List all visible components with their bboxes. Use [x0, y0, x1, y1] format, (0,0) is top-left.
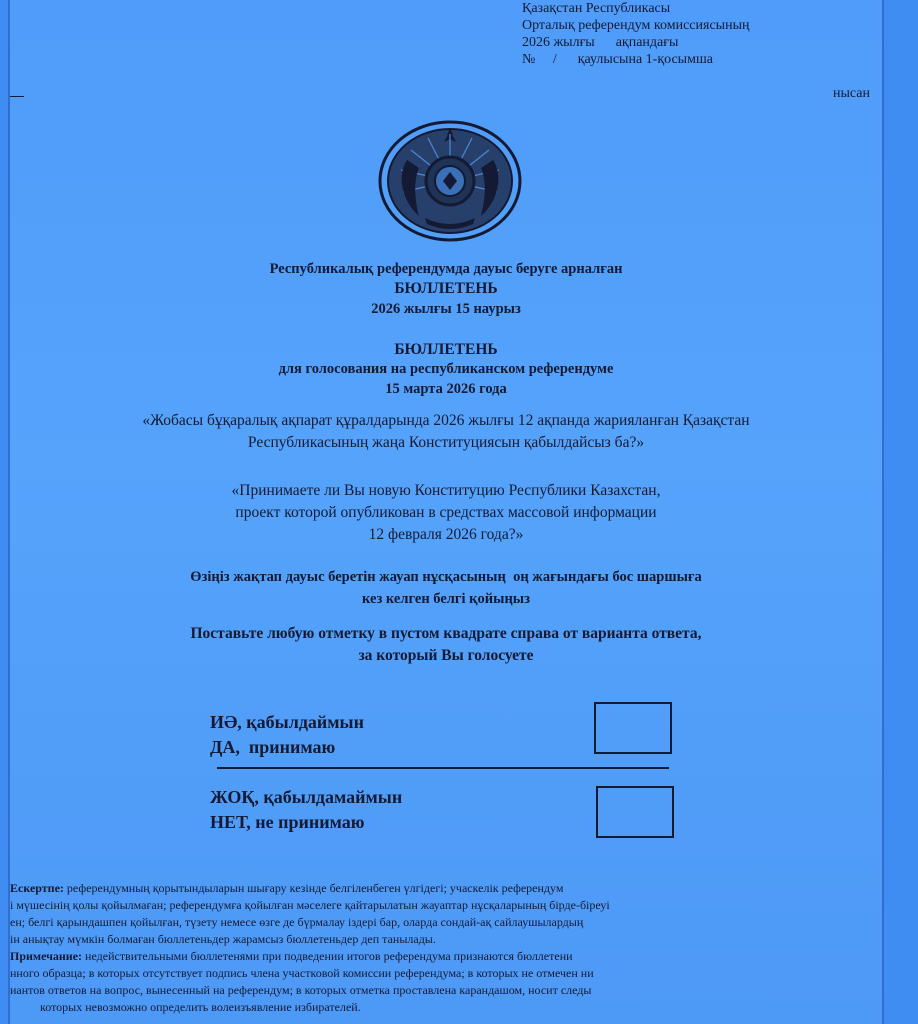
option-no-checkbox[interactable] [596, 786, 674, 838]
ballot-sheet [8, 0, 884, 1024]
instruction-kz-line: кез келген белгі қойыңыз [362, 591, 530, 607]
note-ru-line: Примечание: недействительными бюллетенями при подведении итогов референдума признаются бюллетени [10, 949, 573, 963]
question-kz-line: «Жобасы бұқаралық ақпарат құралдарында 2026 жылғы 12 ақпанда жарияланған Қазақстан [142, 412, 750, 429]
option-no-kz: ЖОҚ, қабылдамаймын [210, 787, 403, 807]
note-ru-label: Примечание: [10, 949, 83, 963]
question-ru-line: «Принимаете ли Вы новую Конституцию Республики Казахстан, [231, 482, 661, 499]
note-kz-line: і мүшесінің қолы қойылмаған; референдумға қойылған мәселеге қайтарылатын жауаптар нұсқаларының бірде-біреуі [10, 898, 610, 912]
note-kz-line: ін анықтау мүмкін болмаған бюллетеньдер жарамсыз бюллетеньдер деп танылады. [10, 932, 436, 946]
option-no-ru: НЕТ, не принимаю [210, 812, 365, 832]
option-yes-kz: ИӘ, қабылдаймын [210, 712, 364, 732]
state-emblem-icon [377, 120, 523, 242]
footnotes [10, 880, 884, 1016]
margin-mark [10, 96, 24, 97]
note-kz-label: Ескертпе: [10, 881, 64, 895]
question-ru-line: проект которой опубликован в средствах массовой информации [235, 504, 657, 521]
instruction-ru-line: Поставьте любую отметку в пустом квадрате справа от варианта ответа, [190, 625, 702, 642]
question-ru-line: 12 февраля 2026 года?» [368, 526, 524, 543]
title-ru-heading: БЮЛЛЕТЕНЬ [394, 341, 498, 358]
title-ru-date: 15 марта 2026 года [385, 381, 507, 397]
form-label: нысан [833, 86, 870, 101]
title-ru-line: для голосования на республиканском референдуме [278, 361, 614, 377]
appendix-reference [522, 0, 882, 68]
instruction-ru-line: за который Вы голосуете [358, 647, 534, 664]
appendix-line: 2026 жылғы ақпандағы [522, 35, 679, 50]
note-kz-line: Ескертпе: референдумның қорытындыларын шығару кезінде белгіленбеген үлгідегі; учаскелік референдум [10, 881, 564, 895]
note-ru-line: нного образца; в которых отсутствует подпись члена участковой комиссии референдума; в которых не отмечен ни [10, 966, 594, 980]
note-kz-line: ен; белгі қарындашпен қойылған, түзету немесе өзге де бүрмалау іздері бар, оларда сондай-ақ сайлаушылардың [10, 915, 584, 929]
appendix-line: № / қаулысына 1-қосымша [522, 52, 713, 67]
title-kz-line: Республикалық референдумда дауыс беруге арналған [269, 261, 623, 277]
appendix-line: Қазақстан Республикасы [522, 1, 671, 16]
title-kz-heading: БЮЛЛЕТЕНЬ [394, 280, 498, 297]
question-kz-line: Республикасының жаңа Конституциясын қабылдайсыз ба?» [247, 434, 645, 451]
options-divider [217, 767, 669, 769]
option-yes-checkbox[interactable] [594, 702, 672, 754]
title-kz-date: 2026 жылғы 15 наурыз [371, 301, 521, 317]
instruction-kz-line: Өзіңіз жақтап дауыс беретін жауап нұсқасының оң жағындағы бос шаршыға [190, 569, 702, 585]
appendix-line: Орталық референдум комиссиясының [522, 18, 750, 33]
note-ru-line: иантов ответов на вопрос, вынесенный на референдум; в которых отметка проставлена карандашом, носит следы [10, 983, 592, 997]
option-yes-ru: ДА, принимаю [210, 737, 336, 757]
note-ru-line: которых невозможно определить волеизъявление избирателей. [10, 1000, 361, 1014]
